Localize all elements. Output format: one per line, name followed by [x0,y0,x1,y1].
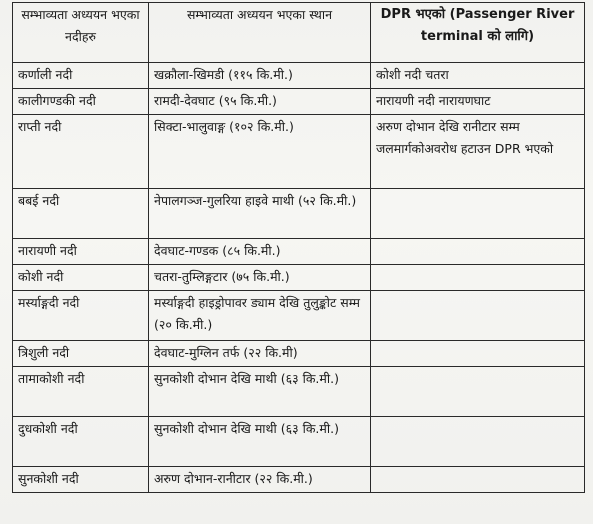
river-cell: तामाकोशी नदी [13,367,149,417]
place-cell: सिक्टा-भालुवाङ्ग (१०२ कि.मी.) [149,115,371,189]
river-study-table [12,2,585,493]
place-cell: सुनकोशी दोभान देखि माथी (६३ कि.मी.) [149,367,371,417]
dpr-cell [371,291,585,341]
place-cell: सुनकोशी दोभान देखि माथी (६३ कि.मी.) [149,417,371,467]
dpr-cell [371,265,585,291]
dpr-cell: अरुण दोभान देखि रानीटार सम्म जलमार्गकोअवरोध हटाउन DPR भएको [371,115,585,189]
place-cell: नेपालगञ्ज-गुलरिया हाइवे माथी (५२ कि.मी.) [149,189,371,239]
table-header [13,3,585,63]
dpr-cell [371,239,585,265]
dpr-cell [371,467,585,493]
table-row [13,417,585,467]
place-cell: अरुण दोभान-रानीटार (२२ कि.मी.) [149,467,371,493]
dpr-cell: नारायणी नदी नारायणघाट [371,89,585,115]
table-row [13,89,585,115]
river-cell: नारायणी नदी [13,239,149,265]
table-row [13,115,585,189]
header-places: सम्भाव्यता अध्ययन भएका स्थान [149,3,371,63]
table-row [13,239,585,265]
table-row [13,265,585,291]
place-cell: देवघाट-मुग्लिन तर्फ (२२ कि.मी) [149,341,371,367]
table-row [13,63,585,89]
header-row [13,3,585,63]
river-cell: कालीगण्डकी नदी [13,89,149,115]
river-cell: कोशी नदी [13,265,149,291]
dpr-cell [371,341,585,367]
table-row [13,467,585,493]
river-cell: त्रिशुली नदी [13,341,149,367]
dpr-cell [371,367,585,417]
dpr-cell: कोशी नदी चतरा [371,63,585,89]
table-row [13,189,585,239]
dpr-cell [371,189,585,239]
river-cell: सुनकोशी नदी [13,467,149,493]
river-cell: दुधकोशी नदी [13,417,149,467]
table-row [13,291,585,341]
place-cell: खक्रौला-खिमडी (११५ कि.मी.) [149,63,371,89]
place-cell: देवघाट-गण्डक (८५ कि.मी.) [149,239,371,265]
dpr-cell [371,417,585,467]
place-cell: चतरा-तुम्लिङ्गटार (७५ कि.मी.) [149,265,371,291]
river-cell: राप्ती नदी [13,115,149,189]
place-cell: मर्स्याङ्गदी हाइड्रोपावर ड्याम देखि तुलुङ्कोट सम्म (२० कि.मी.) [149,291,371,341]
river-cell: बबई नदी [13,189,149,239]
header-dpr: DPR भएको (Passenger River terminal को लागि) [371,3,585,63]
table-row [13,341,585,367]
river-cell: मर्स्याङ्गदी नदी [13,291,149,341]
table-body [13,63,585,493]
place-cell: रामदी-देवघाट (९५ कि.मी.) [149,89,371,115]
river-cell: कर्णाली नदी [13,63,149,89]
header-rivers: सम्भाव्यता अध्ययन भएका नदीहरु [13,3,149,63]
table-row [13,367,585,417]
